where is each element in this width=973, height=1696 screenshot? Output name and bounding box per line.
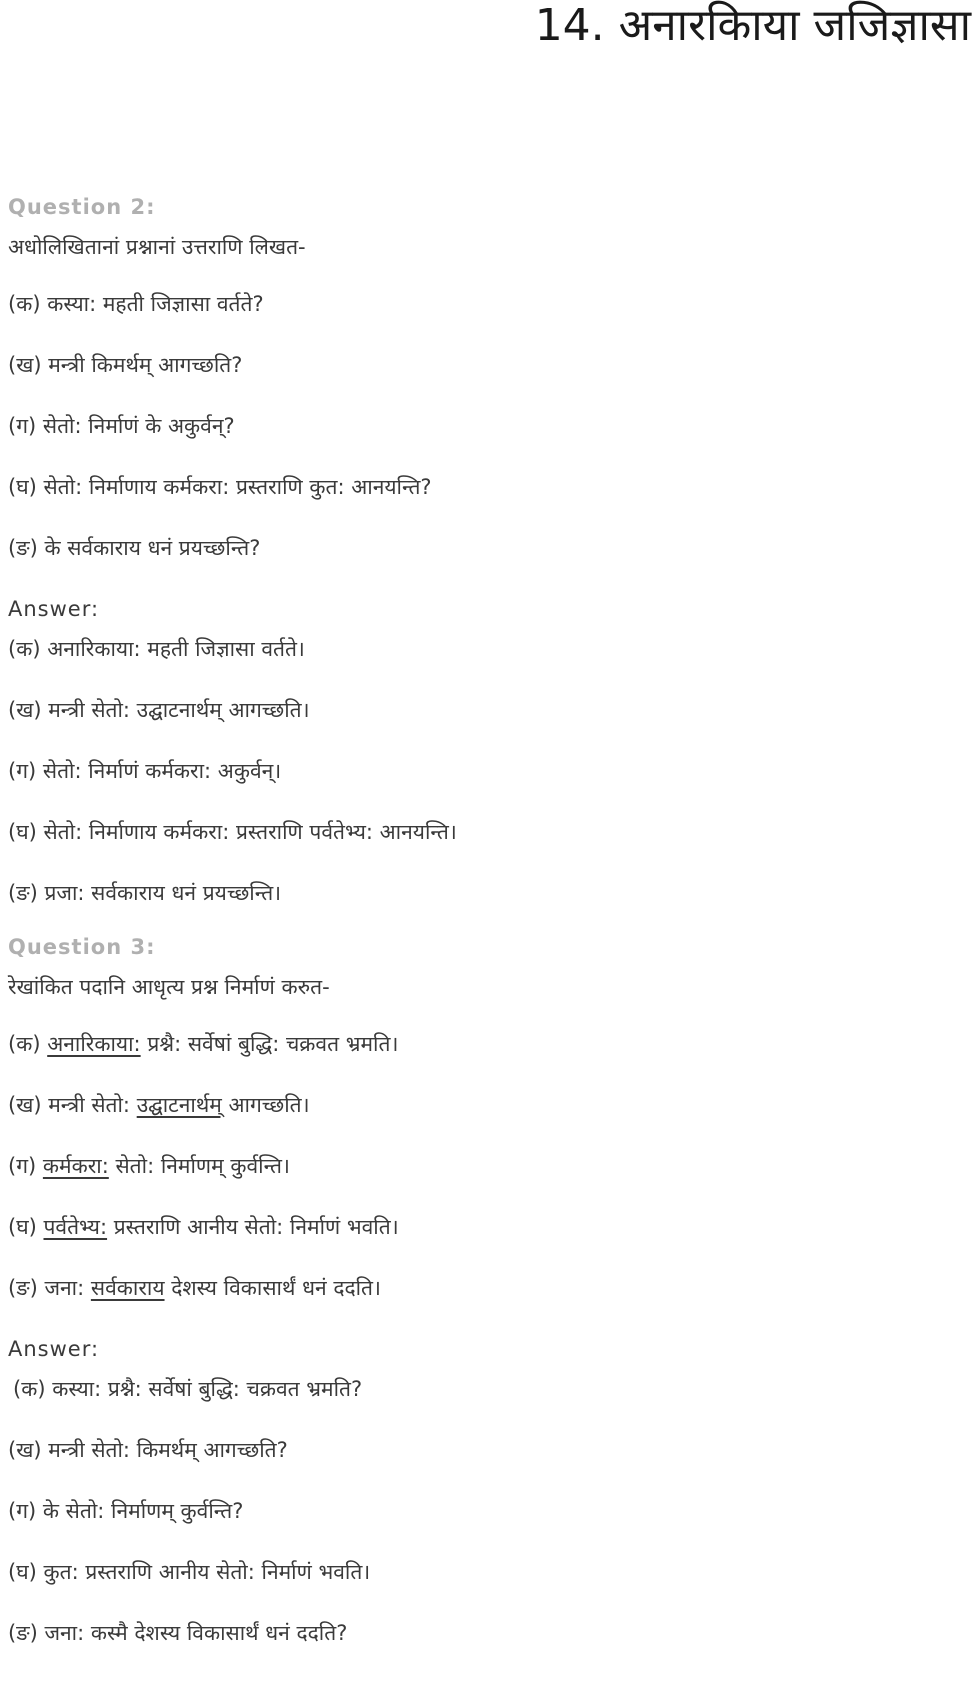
question-3-answer-ga: (ग) के सेतो: निर्माणम् कुर्वन्ति? <box>8 1499 244 1523</box>
question-2-item-ga: (ग) सेतो: निर्माणं के अकुर्वन्? <box>8 414 235 438</box>
question-2-answer-kha: (ख) मन्त्री सेतो: उद्घाटनार्थम् आगच्छति। <box>8 698 310 722</box>
item-prefix: (ग) <box>8 1154 43 1178</box>
question-3-answer-kha: (ख) मन्त्री सेतो: किमर्थम् आगच्छति? <box>8 1438 288 1462</box>
question-2-answer-ka: (क) अनारिकाया: महती जिज्ञासा वर्तते। <box>8 637 305 661</box>
question-3-instruction: रेखांकित पदानि आधृत्य प्रश्न निर्माणं करुत- <box>8 975 330 999</box>
question-2-item-kha: (ख) मन्त्री किमर्थम् आगच्छति? <box>8 353 243 377</box>
item-rest: आगच्छति। <box>221 1093 310 1117</box>
item-rest: प्रस्तराणि आनीय सेतो: निर्माणं भवति। <box>107 1215 399 1239</box>
question-3-answer-ka: (क) कस्या: प्रश्नै: सर्वेषां बुद्धि: चक्रवत भ्रमति? <box>13 1377 363 1401</box>
item-rest: देशस्य विकासार्थं धनं ददति। <box>164 1276 381 1300</box>
question-2-answer-ga: (ग) सेतो: निर्माणं कर्मकरा: अकुर्वन्। <box>8 759 282 783</box>
question-2-section <box>8 191 963 931</box>
underlined-word: पर्वतेभ्य: <box>43 1215 108 1239</box>
question-2-item-gha: (घ) सेतो: निर्माणाय कर्मकरा: प्रस्तराणि कुत: आनयन्ति? <box>8 475 432 499</box>
item-prefix: (ङ) जना: <box>8 1276 91 1300</box>
content <box>8 191 963 1671</box>
item-rest: सेतो: निर्माणम् कुर्वन्ति। <box>108 1154 290 1178</box>
question-2-item-ka: (क) कस्या: महती जिज्ञासा वर्तते? <box>8 292 264 316</box>
underlined-word: उद्घाटनार्थम् <box>136 1093 222 1117</box>
question-2-answer-label: Answer: <box>8 597 100 621</box>
underlined-word: कर्मकरा: <box>42 1154 109 1178</box>
question-3-item-ga <box>8 1150 963 1211</box>
question-3-answer-label: Answer: <box>8 1337 100 1361</box>
question-3-item-ka <box>8 1028 963 1089</box>
question-3-item-gha <box>8 1211 963 1272</box>
page-title: 14. अनारकिाया जजिज्ञासा <box>534 0 971 51</box>
underlined-word: सर्वकाराय <box>90 1276 165 1300</box>
question-2-instruction: अधोलिखितानां प्रश्नानां उत्तराणि लिखत- <box>8 235 306 259</box>
question-3-answer-nga: (ङ) जना: कस्मै देशस्य विकासार्थं धनं ददति? <box>8 1621 348 1645</box>
underlined-word: अनारिकाया: <box>47 1032 141 1056</box>
question-3-item-kha <box>8 1089 963 1150</box>
question-2-item-nga: (ङ) के सर्वकाराय धनं प्रयच्छन्ति? <box>8 536 261 560</box>
question-3-answer-gha: (घ) कुत: प्रस्तराणि आनीय सेतो: निर्माणं भवति। <box>8 1560 371 1584</box>
item-prefix: (घ) <box>8 1215 44 1239</box>
question-2-heading: Question 2: <box>8 195 156 219</box>
question-3-section <box>8 931 963 1671</box>
question-2-answer-nga: (ङ) प्रजा: सर्वकाराय धनं प्रयच्छन्ति। <box>8 881 282 905</box>
item-prefix: (क) <box>8 1032 48 1056</box>
question-2-answer-gha: (घ) सेतो: निर्माणाय कर्मकरा: प्रस्तराणि पर्वतेभ्य: आनयन्ति। <box>8 820 457 844</box>
item-rest: प्रश्नै: सर्वेषां बुद्धि: चक्रवत भ्रमति। <box>140 1032 399 1056</box>
item-prefix: (ख) मन्त्री सेतो: <box>8 1093 137 1117</box>
question-3-heading: Question 3: <box>8 935 156 959</box>
question-3-item-nga <box>8 1272 963 1333</box>
